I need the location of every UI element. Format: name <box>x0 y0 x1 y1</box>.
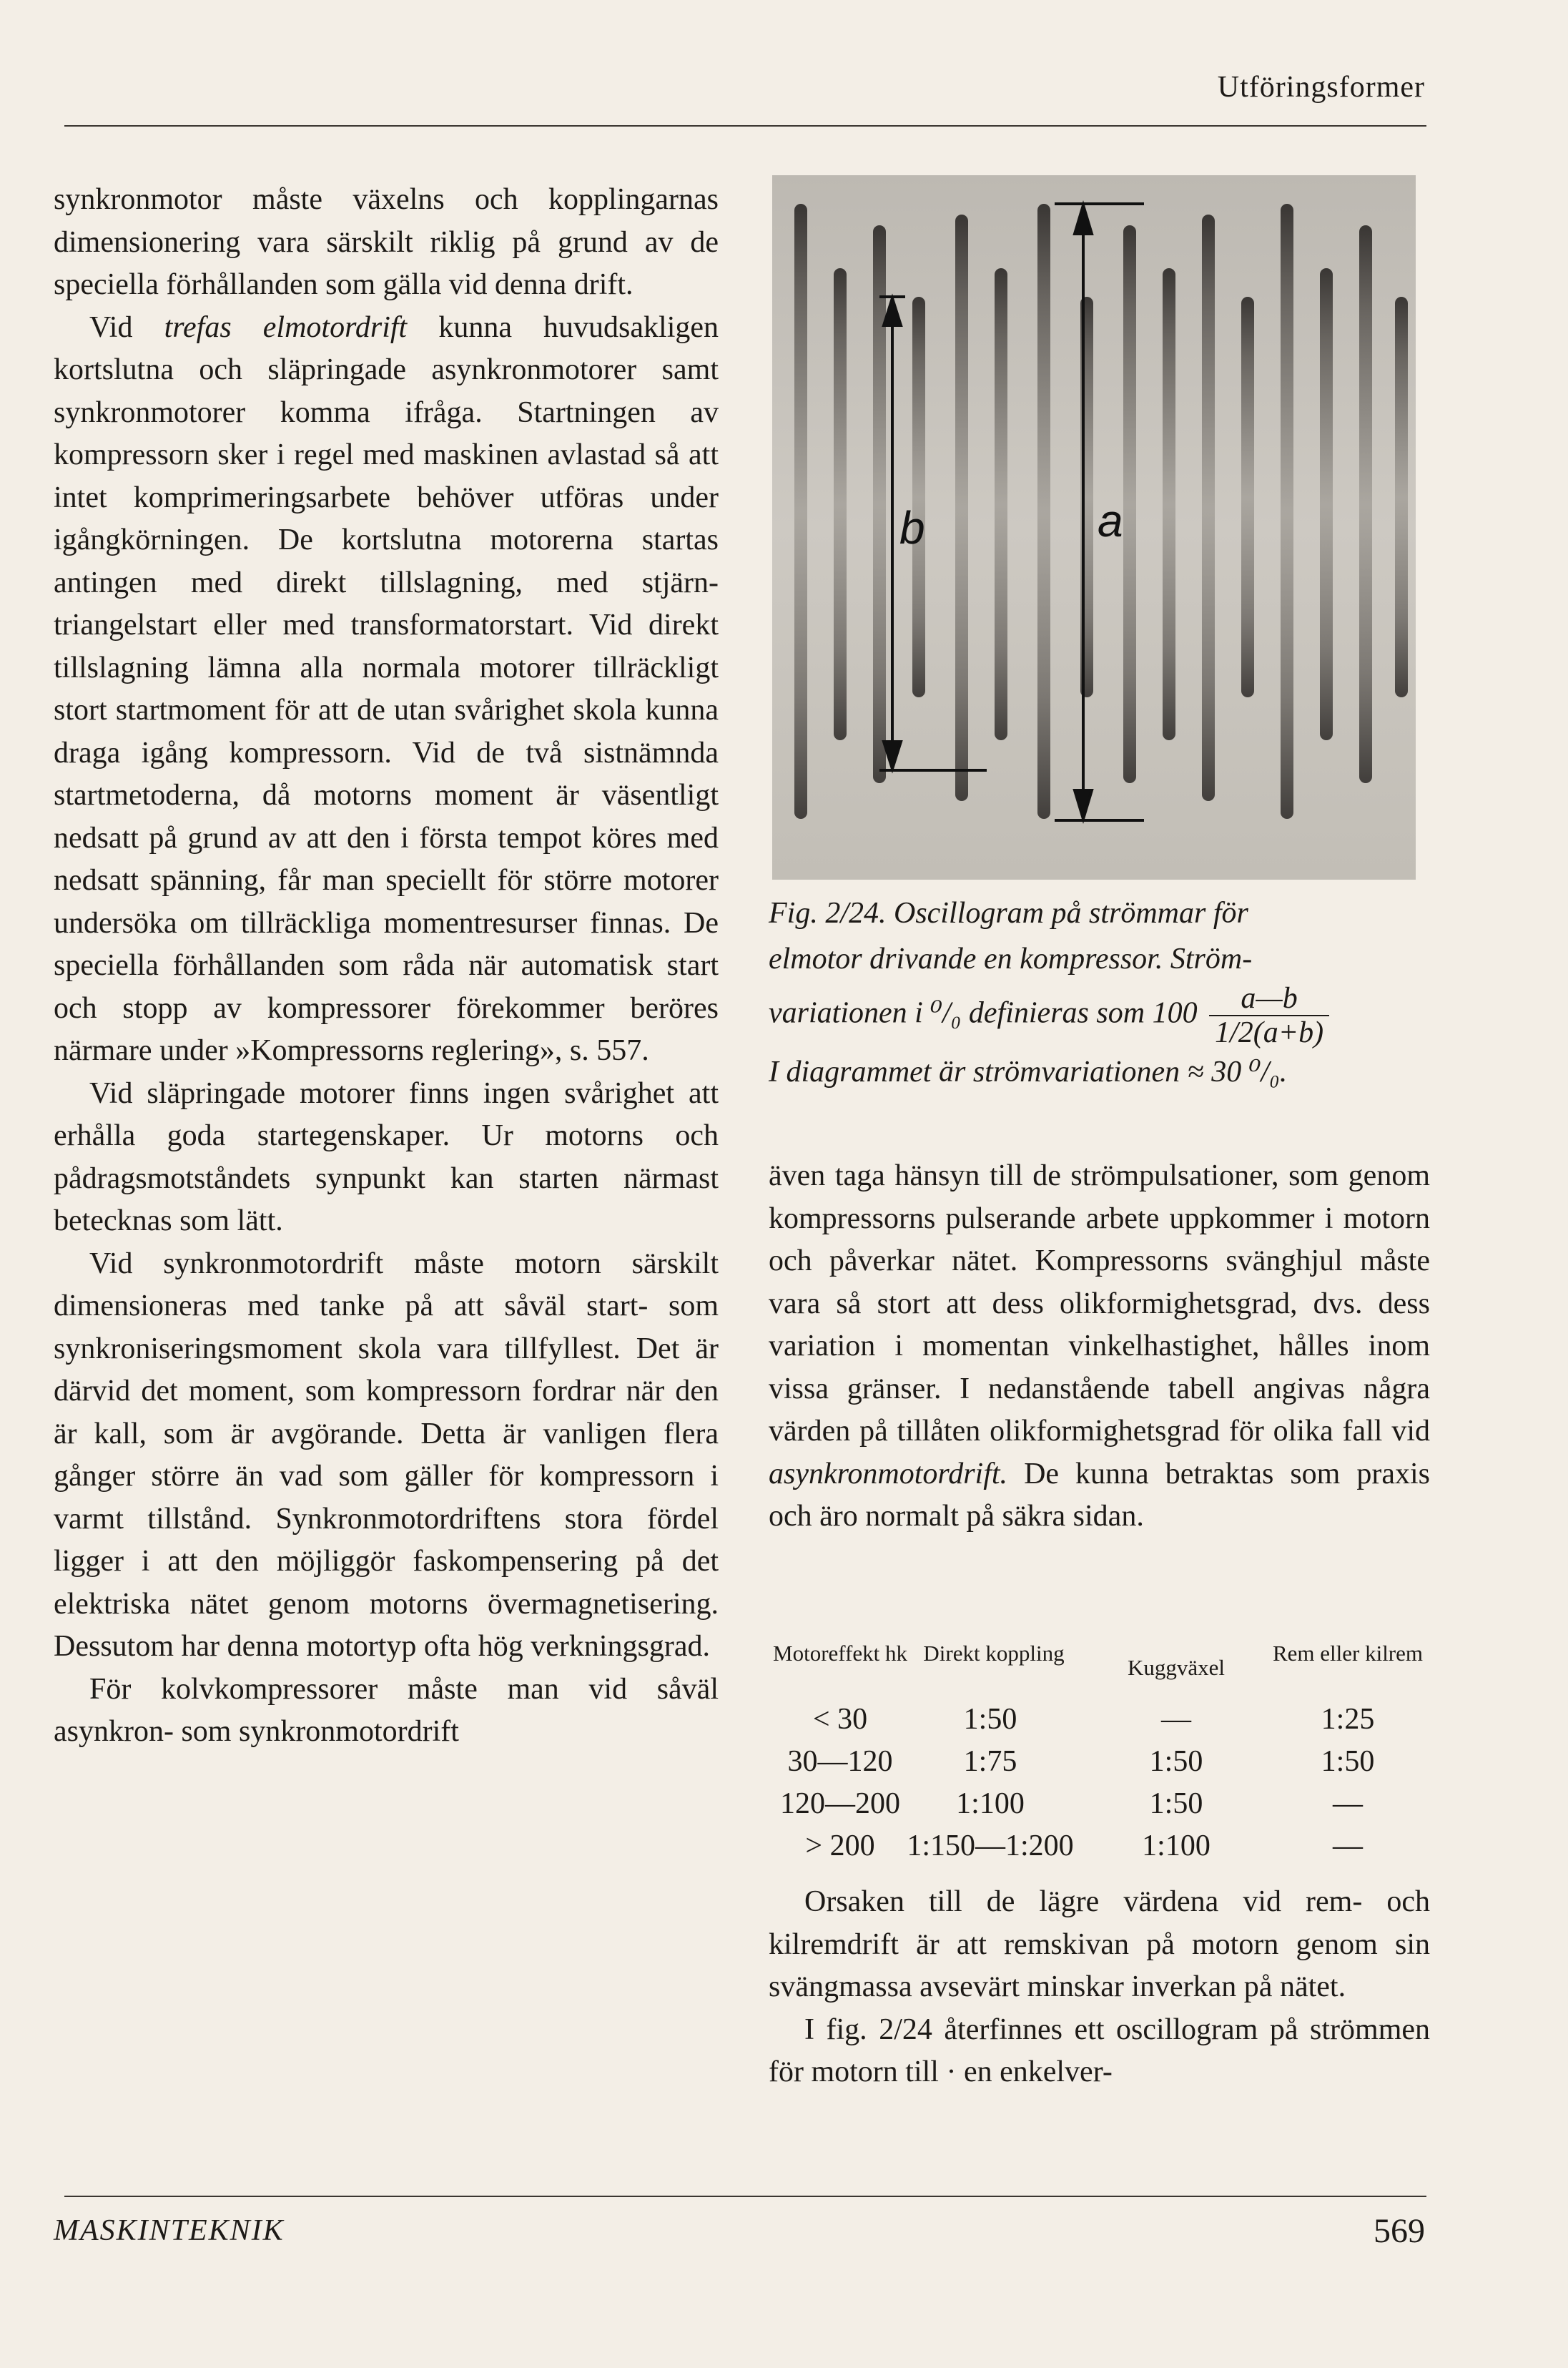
paragraph <box>769 2009 1430 2094</box>
table-header-direkt: Direkt koppling <box>923 1641 1065 1666</box>
oscillogram-trace <box>1123 225 1136 783</box>
table-cell: 1:75 <box>963 1745 1017 1778</box>
page-number: 569 <box>1374 2212 1425 2250</box>
right-text-column <box>769 1155 1430 1538</box>
oscillogram-trace <box>1202 215 1215 801</box>
table-cell: — <box>1161 1703 1191 1736</box>
oscillogram-trace <box>955 215 968 801</box>
paragraph <box>54 179 719 307</box>
oscillogram-trace <box>1037 204 1050 819</box>
right-tail-text <box>769 1881 1430 2094</box>
table-cell: 1:100 <box>956 1787 1025 1820</box>
figure-caption <box>769 890 1430 1095</box>
oscillogram-trace <box>1395 297 1408 697</box>
oscillogram-trace <box>1163 268 1175 740</box>
table-cell: 1:100 <box>1142 1829 1210 1862</box>
oscillogram-figure <box>772 175 1416 880</box>
text-run: Vid synkronmotordrift måste motorn särskilt dimensioneras med tanke på att såväl start- som synkroniseringsmoment skola vara tillfyllest. Det är därvid det moment, som kompressorn fordrar när den är kall, som är avgörande. Detta är vanligen flera gånger större än vad som gäller för kompressorn i varmt tillstånd. Synkronmotordriftens stora fördel ligger i att den möjliggör faskompensering på det elektriska nätet genom motorns övermagnetisering. Dessutom har denna motortyp ofta hög verkningsgrad. <box>54 1247 719 1663</box>
table-cell: — <box>1333 1829 1363 1862</box>
oscillogram-trace <box>1320 268 1333 740</box>
text-run: Vid släpringade motorer finns ingen svårighet att erhålla goda startegenskaper. Ur motorns och pådragsmotståndets synpunkt kan starten närmast betecknas som lätt. <box>54 1076 719 1237</box>
table-cell: 120—200 <box>780 1787 900 1820</box>
paragraph <box>54 1243 719 1669</box>
text-run: Vid <box>89 310 164 344</box>
journal-name: MASKINTEKNIK <box>54 2214 285 2247</box>
paragraph <box>54 307 719 1073</box>
oscillogram-trace <box>912 297 925 697</box>
caption-line-3 <box>769 982 1430 1049</box>
paragraph <box>769 1155 1430 1538</box>
label-b: b <box>899 502 925 554</box>
text-run: De kunna betraktas som praxis och äro normalt på säkra sidan. <box>769 1457 1430 1533</box>
caption-line-1: Fig. 2/24. Oscillogram på strömmar för <box>769 897 1248 930</box>
oscillogram-trace <box>995 268 1007 740</box>
oscillogram-trace <box>1281 204 1293 819</box>
table-cell: 1:50 <box>963 1703 1017 1736</box>
text-run: även taga hänsyn till de strömpulsationer, som genom kompressorns pulserande arbete uppkommer i motorn och påverkar nätet. Kompressorns svänghjul måste vara så stort att dess olikformighetsgrad, dvs. dess variation i momentan vinkelhastighet, hålles inom vissa gränser. I nedanstående tabell angivas några värden på tillåten olikformighetsgrad för olika fall vid <box>769 1159 1430 1448</box>
running-header-title: Utföringsformer <box>1217 71 1425 104</box>
caption-line-4: I diagrammet är strömvariationen ≈ 30 ⁰/₀. <box>769 1056 1288 1089</box>
oscillogram-trace <box>834 268 847 740</box>
table-header-motoreffekt: Motoreffekt hk <box>773 1641 907 1666</box>
paragraph <box>769 1881 1430 2009</box>
table-header-kuggvaxel: Kuggväxel <box>1127 1655 1226 1680</box>
fraction-denominator: 1/2(a+b) <box>1209 1015 1329 1049</box>
table-cell: — <box>1333 1787 1363 1820</box>
italic-run: trefas elmotordrift <box>164 310 408 344</box>
footer-rule <box>64 2196 1426 2197</box>
header-rule <box>64 125 1426 127</box>
table-header-rem: Rem eller kilrem <box>1272 1641 1424 1666</box>
label-a: a <box>1098 495 1123 546</box>
text-run: synkronmotor måste växelns och kopplingarnas dimensionering vara särskilt riklig på grund av de speciella förhållanden som gälla vid denna drift. <box>54 183 719 301</box>
table-cell: 1:150—1:200 <box>907 1829 1074 1862</box>
oscillogram-image <box>772 175 1416 880</box>
table-cell: 1:50 <box>1321 1745 1375 1778</box>
table-cell: 30—120 <box>787 1745 893 1778</box>
text-run: Orsaken till de lägre värdena vid rem- och kilremdrift är att remskivan på motorn genom sin svängmassa avsevärt minskar inverkan på nätet. <box>769 1885 1430 2003</box>
table-cell: < 30 <box>812 1703 868 1736</box>
oscillogram-trace <box>873 225 886 783</box>
text-run: I fig. 2/24 återfinnes ett oscillogram på strömmen för motorn till · en enkelver- <box>769 2013 1430 2088</box>
fraction-numerator: a—b <box>1241 982 1298 1015</box>
text-run: kunna huvudsakligen kortslutna och släpringade asynkronmotorer samt synkronmotorer komma ifråga. Startningen av kompressorn sker i regel med maskinen avlastad så att intet komprimeringsarbete behöver utföras under igångkörningen. De kortslutna motorerna startas antingen med direkt tillslagning, med stjärn-triangelstart eller med transformatorstart. Vid direkt tillslagning lämna alla normala motorer tillräckligt stort startmoment för att de utan svårighet skola kunna draga igång kompressorn. Vid de två sistnämnda startmetoderna, då motorns moment är väsentligt nedsatt på grund av att den i första tempot köres med nedsatt spänning, får man speciellt för större motorer undersöka om tillräckliga momentresurser finnas. De speciella förhållanden som råda när automatisk start och stopp av kompressorer förekommer beröres närmare under »Kompressorns reglering», s. 557. <box>54 310 719 1067</box>
oscillogram-trace <box>794 204 807 819</box>
text-run: För kolvkompressorer måste man vid såväl asynkron- som synkronmotordrift <box>54 1672 719 1748</box>
table-cell: 1:50 <box>1149 1745 1203 1778</box>
italic-run: asynkronmotordrift. <box>769 1457 1008 1490</box>
left-text-column <box>54 179 719 1754</box>
caption-fraction <box>1209 982 1329 1049</box>
paragraph <box>54 1073 719 1243</box>
caption-line-2: elmotor drivande en kompressor. Ström- <box>769 943 1253 976</box>
oscillogram-trace <box>1241 297 1254 697</box>
oscillogram-trace <box>1359 225 1372 783</box>
table-cell: > 200 <box>805 1829 875 1862</box>
caption-line-3-text: variationen i ⁰/₀ definieras som 100 <box>769 996 1198 1030</box>
table-cell: 1:25 <box>1321 1703 1375 1736</box>
table-cell: 1:50 <box>1149 1787 1203 1820</box>
paragraph <box>54 1669 719 1754</box>
